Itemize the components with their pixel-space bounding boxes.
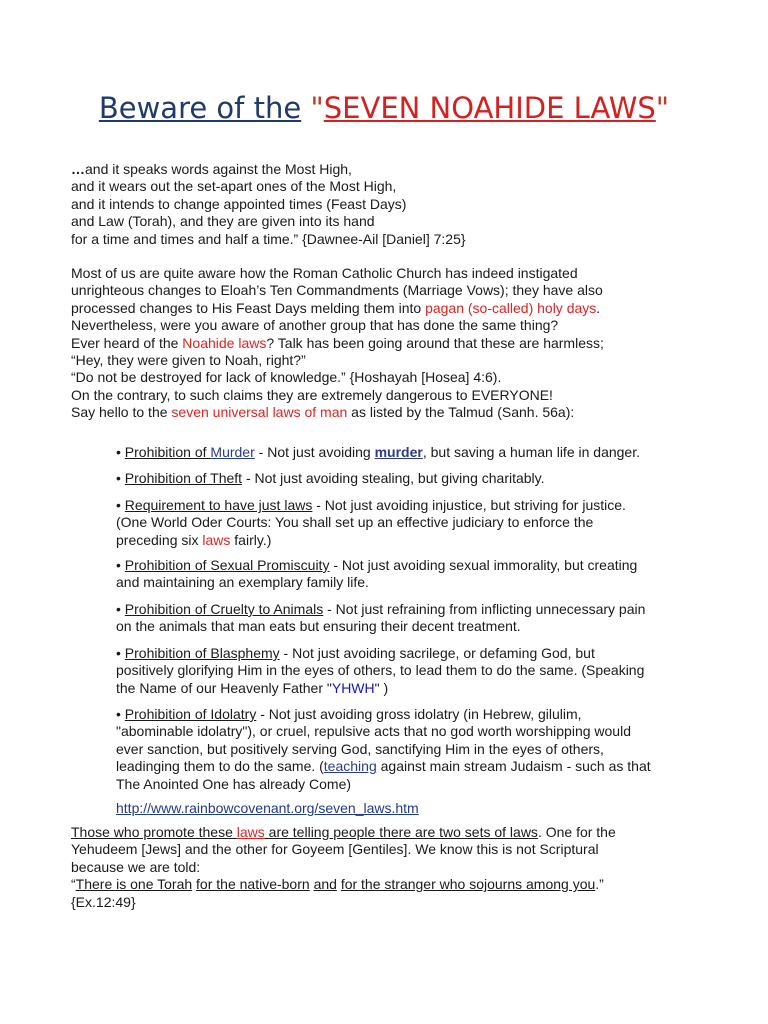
law-text: - Not just avoiding xyxy=(254,444,375,460)
yhwh-highlight: YHWH xyxy=(331,679,375,696)
bullet-dot: • xyxy=(116,645,125,661)
intro-line: unrighteous changes to Eloah’s Ten Commandments (Marriage Vows); they have also xyxy=(71,282,603,299)
seven-laws-highlight: seven universal laws of man xyxy=(171,404,348,421)
law-text: fairly.) xyxy=(230,531,272,548)
intro-text: Ever heard of the xyxy=(71,334,183,351)
intro-paragraph xyxy=(71,265,711,422)
intro-text: Say hello to the xyxy=(71,404,172,421)
closing-line: because we are told: xyxy=(71,858,201,875)
murder-bold-link[interactable]: murder xyxy=(374,444,423,460)
bullet-dot: • xyxy=(116,601,125,617)
intro-line xyxy=(71,335,711,352)
rainbowcovenant-link[interactable]: http://www.rainbowcovenant.org/seven_laws.htm xyxy=(116,800,419,816)
closing-text: Those who promote these xyxy=(71,824,237,840)
intro-text: as listed by the Talmud (Sanh. 56a): xyxy=(347,404,575,421)
law-text: - Not just avoiding injustice, but striving for justice. xyxy=(312,497,626,513)
intro-line: Nevertheless, were you aware of another group that has done the same thing? xyxy=(71,317,559,334)
laws-highlight: laws xyxy=(236,824,265,840)
intro-line: “Hey, they were given to Noah, right?” xyxy=(71,352,306,369)
verse-block xyxy=(71,161,711,248)
intro-line xyxy=(71,404,711,421)
law-text: (One World Oder Courts: You shall set up an effective judiciary to enforce the xyxy=(116,514,594,531)
law-text: positively glorifying Him in the eyes of others, to lead them to do the same. (Speaking xyxy=(116,662,645,679)
closing-text: and xyxy=(313,876,337,893)
verse-line: and it intends to change appointed times (Feast Days) xyxy=(71,195,407,212)
murder-link[interactable]: Murder xyxy=(210,444,255,460)
law-text: The Anointed One has already Come) xyxy=(116,775,352,792)
law-label: Prohibition of Blasphemy xyxy=(124,645,280,661)
list-item xyxy=(116,645,716,697)
teaching-link[interactable]: teaching xyxy=(323,758,377,775)
intro-line xyxy=(71,300,711,317)
list-item xyxy=(116,706,716,793)
pagan-holy-days-highlight: pagan (so-called) holy days xyxy=(425,299,597,316)
verse-line: and Law (Torah), and they are given into its hand xyxy=(71,213,375,230)
bullet-dot: • xyxy=(116,497,125,513)
law-label: Prohibition of Sexual Promiscuity xyxy=(124,557,330,573)
bullet-dot: • xyxy=(116,444,125,460)
law-text: against main stream Judaism - such as that xyxy=(376,758,651,775)
closing-line xyxy=(71,824,711,841)
law-text: "abominable idolatry"), or cruel, repulsive acts that no god worth worshipping would xyxy=(116,723,631,740)
noahide-laws-highlight: Noahide laws xyxy=(182,334,267,351)
verse-line: and it wears out the set-apart ones of the Most High, xyxy=(71,178,397,195)
page-title xyxy=(0,88,768,128)
closing-text: . One for the xyxy=(537,824,616,840)
verse-ellipsis: … xyxy=(71,161,85,177)
law-text: - Not just avoiding gross idolatry (in Hebrew, gilulim, xyxy=(256,706,582,722)
law-text: and maintaining an exemplary family life. xyxy=(116,574,369,591)
list-item xyxy=(116,800,716,817)
law-text: - Not just avoiding stealing, but giving charitably. xyxy=(242,470,545,486)
list-item xyxy=(116,497,716,549)
law-text: preceding six xyxy=(116,531,203,548)
law-label: Prohibition of Idolatry xyxy=(124,706,257,722)
law-text: on the animals that man eats but ensuring their decent treatment. xyxy=(116,618,521,635)
intro-line: On the contrary, to such claims they are extremely dangerous to EVERYONE! xyxy=(71,386,553,403)
laws-highlight: laws xyxy=(202,531,231,548)
law-label: Prohibition of xyxy=(124,444,211,460)
law-text: the Name of our Heavenly Father " xyxy=(116,679,332,696)
law-text: , but saving a human life in danger. xyxy=(422,444,640,460)
law-text: - Not just refraining from inflicting unnecessary pain xyxy=(323,601,646,617)
law-label: Prohibition of Cruelty to Animals xyxy=(124,601,324,617)
verse-text: and it speaks words against the Most High, xyxy=(85,161,352,177)
title-part2: SEVEN NOAHIDE LAWS xyxy=(323,91,656,125)
bullet-dot: • xyxy=(116,557,125,573)
closing-text: “ xyxy=(71,876,76,893)
closing-text: are telling people there are two sets of laws xyxy=(264,824,538,840)
closing-text: There is one Torah xyxy=(75,876,193,893)
intro-line: Most of us are quite aware how the Roman Catholic Church has indeed instigated xyxy=(71,265,578,281)
intro-line: “Do not be destroyed for lack of knowledge.” {Hoshayah [Hosea] 4:6). xyxy=(71,369,502,386)
title-quote-open: " xyxy=(310,91,324,125)
law-text: - Not just avoiding sexual immorality, but creating xyxy=(329,557,638,573)
bullet-dot: • xyxy=(116,470,125,486)
title-part1: Beware of the xyxy=(98,91,302,125)
verse-line xyxy=(71,161,711,178)
list-item xyxy=(116,601,716,636)
list-item xyxy=(116,557,716,592)
closing-text: .” xyxy=(595,876,604,893)
closing-paragraph xyxy=(71,824,711,911)
list-item xyxy=(116,470,716,487)
law-text: leadinging them to do the same. ( xyxy=(116,758,324,775)
law-label: Requirement to have just laws xyxy=(124,497,313,513)
closing-line: Yehudeem [Jews] and the other for Goyeem [Gentiles]. We know this is not Scriptural xyxy=(71,841,599,858)
law-text: - Not just avoiding sacrilege, or defaming God, but xyxy=(279,645,595,661)
closing-line xyxy=(71,876,711,893)
intro-text: . xyxy=(596,299,601,316)
closing-line: {Ex.12:49} xyxy=(71,893,136,910)
list-item xyxy=(116,444,716,461)
intro-text: ? Talk has been going around that these are harmless; xyxy=(266,334,604,351)
closing-text: for the native-born xyxy=(196,876,310,893)
law-label: Prohibition of Theft xyxy=(124,470,243,486)
intro-text: processed changes to His Feast Days melding them into xyxy=(71,299,426,316)
closing-text: for the stranger who sojourns among you xyxy=(340,876,596,893)
law-text: ever sanction, but positively serving God, sanctifying Him in the eyes of others, xyxy=(116,740,604,757)
title-quote-close: " xyxy=(655,91,670,125)
verse-line: for a time and times and half a time.” {Dawnee-Ail [Daniel] 7:25} xyxy=(71,230,466,247)
bullet-dot: • xyxy=(116,706,125,722)
law-text: " ) xyxy=(374,679,389,696)
